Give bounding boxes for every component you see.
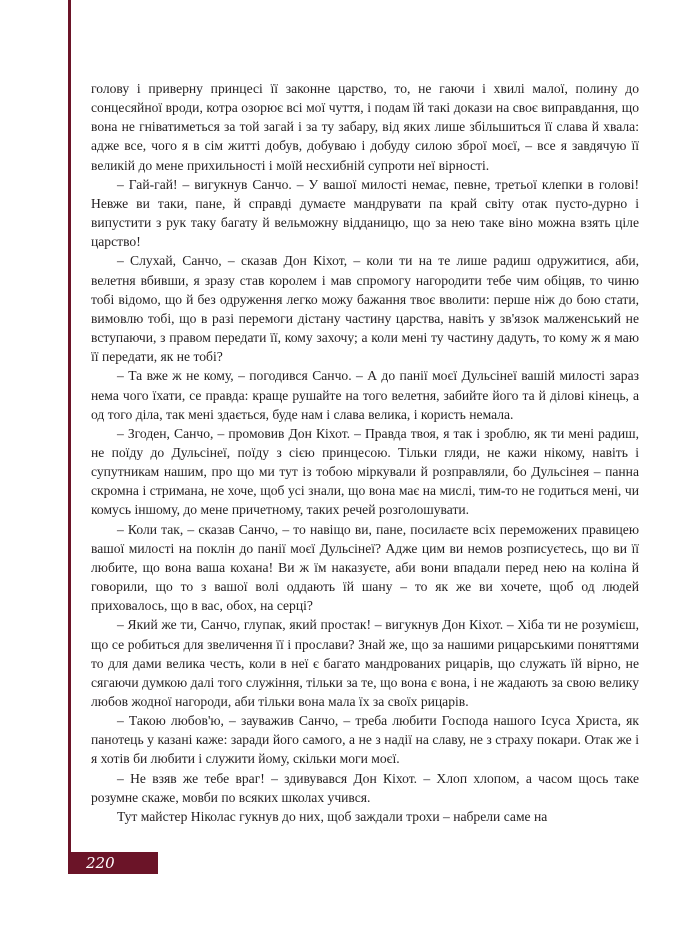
margin-rule: [68, 0, 71, 873]
paragraph: – Згоден, Санчо, – промовив Дон Кіхот. – Правда твоя, я так і зроблю, як ти мені радиш, не поїду до Дульсінеї, поїду з сією принцесою. Тільки гляди, не кажи нікому, навіть і супутникам нашим, про що ми тут із тобою міркували й розправляли, бо Дульсінея – панна скромна і стримана, не хоче, щоб усі знали, що вона має на мислі, тим-то не годиться мені, чи комусь іншому, до мене причетному, таких речей розголошувати.: [91, 425, 639, 518]
paragraph: голову і приверну принцесі її законне царство, то, не гаючи і хвилі малої, полину до сонцесяйної вроди, котра озорює всі мої чуття, і подам їй такі докази на своє виправдання, що вона не гніватиметься за той загай і за ту забару, від яких лише збільшиться її слава й хвала: адже все, чого я в сім житті добув, добуваю і добуду силою зброї моєї, – все я завдячую її великій до мене прихильності і моїй несхибній супроти неї вірності.: [91, 81, 639, 173]
page-number: 220: [86, 854, 115, 872]
paragraph: Тут майстер Ніколас гукнув до них, щоб заждали трохи – набрели саме на: [117, 808, 548, 824]
paragraph: – Не взяв же тебе враг! – здивувався Дон Кіхот. – Хлоп хлопом, а часом щось таке розумне скаже, мовби по всяких школах учився.: [91, 770, 639, 805]
body-text: [91, 79, 639, 826]
paragraph: – Такою любов'ю, – зауважив Санчо, – треба любити Господа нашого Ісуса Христа, як панотець у казані каже: заради його самого, а не з надії на славу, не з страху покари. Отак же і я хотів би любити і служити йому, скільки моги моєї.: [91, 713, 639, 767]
paragraph: – Який же ти, Санчо, глупак, який простак! – вигукнув Дон Кіхот. – Хіба ти не розумієш, що се робиться для звеличення її і прослави? Знай же, що за нашими рицарськими поняттями то для дами велика честь, коли в неї є багато мандрованих рицарів, що служать їй вірно, не сягаючи думкою далі того служіння, тільки за те, що вона є вона, і не жадають за свою велику любов жодної нагороди, аби тільки вона мала їх за своїх рицарів.: [91, 617, 639, 709]
paragraph: – Гай-гай! – вигукнув Санчо. – У вашої милості немає, певне, третьої клепки в голові! Невже ви таки, пане, й справді думаєте мандрувати па край світу отак пусто-дурно і випустити з рук таку багату й вельможну відданицю, що за нею таке віно можна взять ціле царство!: [91, 176, 639, 250]
page-number-tab: [68, 852, 158, 874]
paragraph: – Та вже ж не кому, – погодився Санчо. – А до панії моєї Дульсінеї вашій милості зараз нема чого їхати, се правда: краще рушайте на того велетня, забийте його та й ділові кінець, а од того діла, так мені здається, буде нам і слава велика, і користь немала.: [91, 368, 639, 422]
paragraph: – Коли так, – сказав Санчо, – то навіщо ви, пане, посилаєте всіх переможених правицею вашої милості на поклін до панії моєї Дульсінеї? Адже цим ви немов розписуєтесь, що ви її любите, що вона ваша кохана! Ви ж їм наказуєте, аби вони впадали перед нею на коліна й говорили, що то з вашої волі оддають їй шану – то як же ви хочете, щоб од людей приховалось, що в вас, обох, на серці?: [91, 521, 639, 614]
paragraph: – Слухай, Санчо, – сказав Дон Кіхот, – коли ти на те лише радиш одружитися, аби, велетня вбивши, я зразу став королем і мав спромогу нагородити тебе чим обіцяв, то чиню тобі відомо, що й без одруження легко можу бажання твоє вволити: перше ніж до бою стати, вимовлю тобі, що в разі перемоги дістану частину царства, навіть у зв'язок малженський не вступаючи, з правом передати її, кому захочу; а коли мені ту частину дадуть, то кому ж я маю її передати, як не тобі?: [91, 253, 639, 365]
